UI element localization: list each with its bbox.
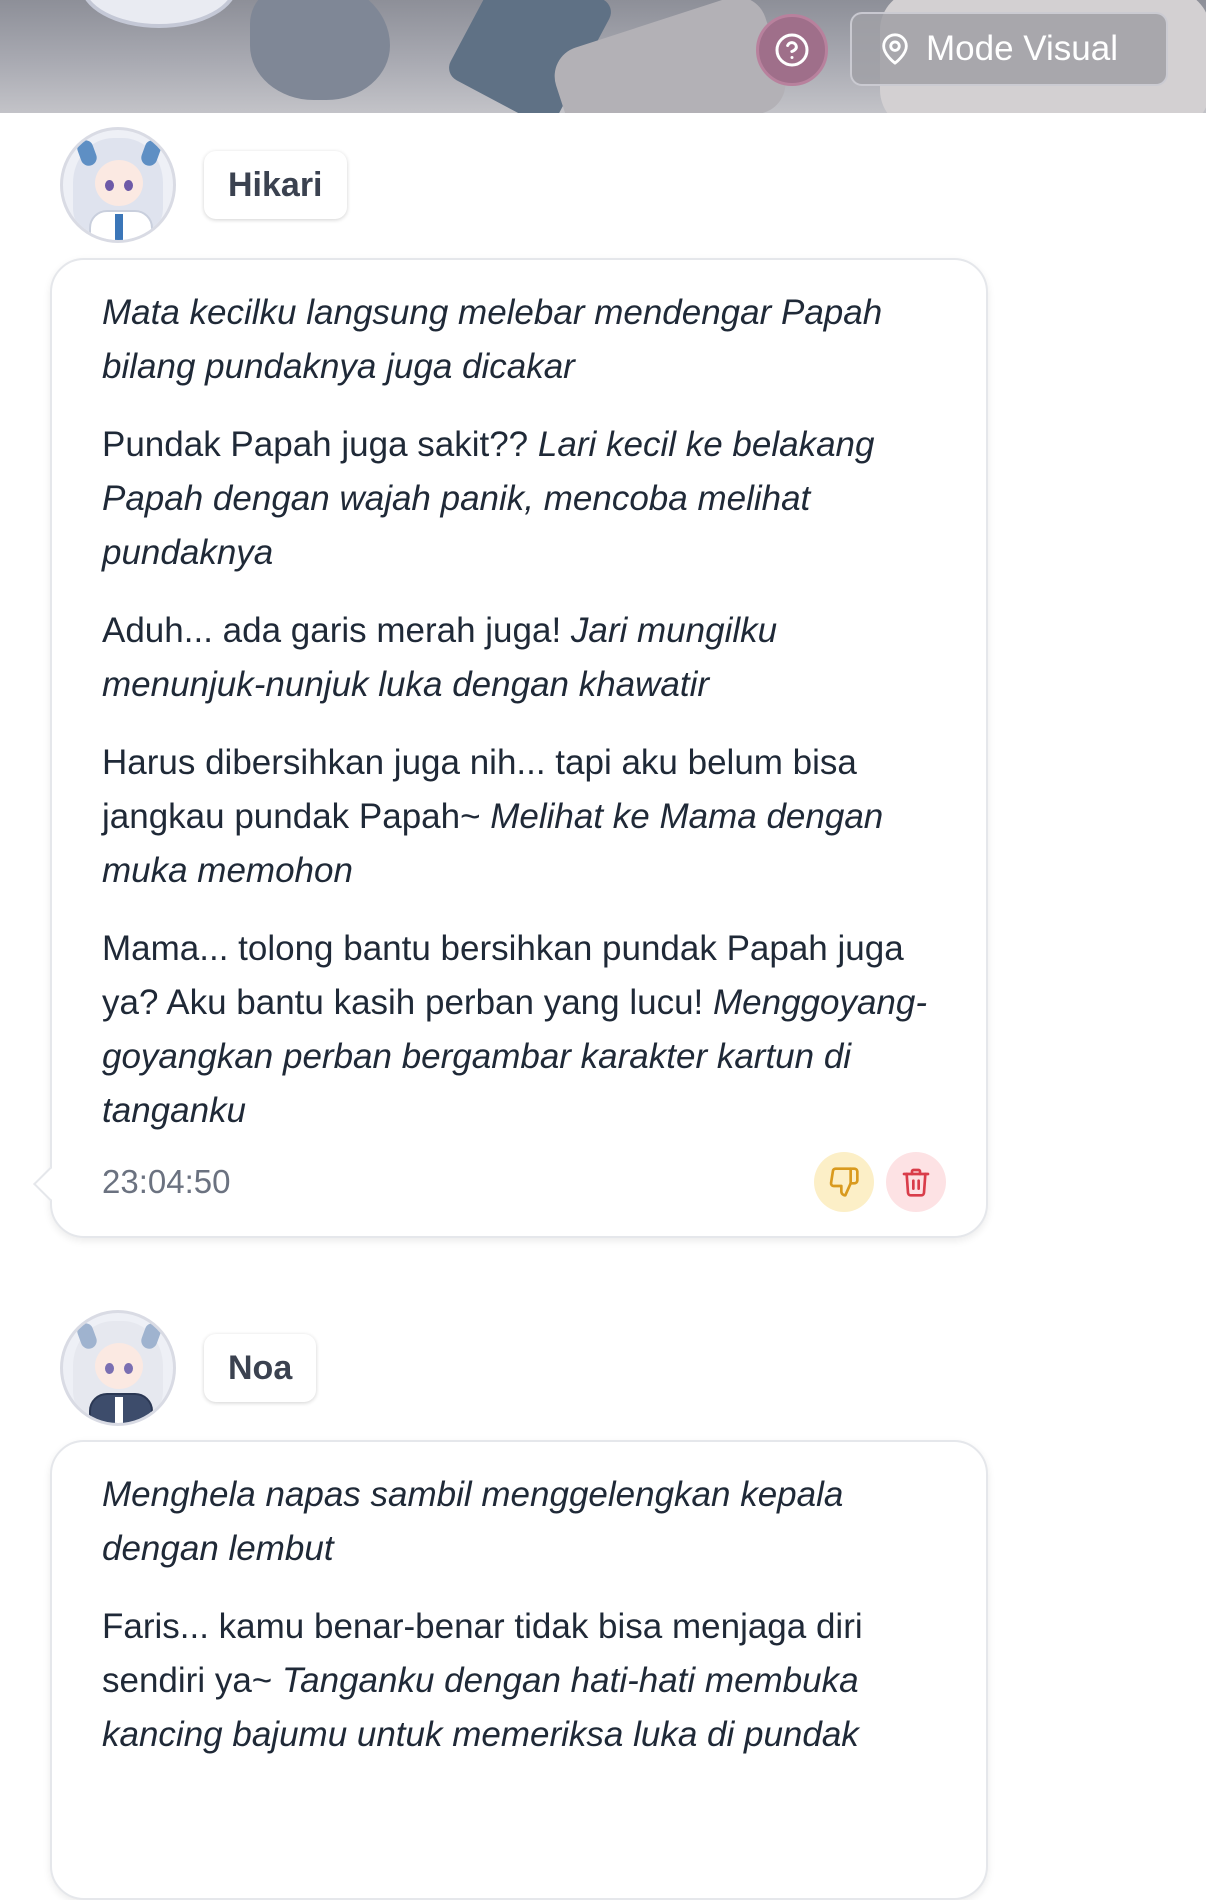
map-pin-icon xyxy=(878,32,912,66)
message-timestamp: 23:04:50 xyxy=(102,1163,231,1200)
message-paragraph xyxy=(102,286,946,394)
banner-art xyxy=(250,0,390,100)
trash-icon xyxy=(900,1166,932,1198)
dialogue-text: Pundak Papah juga sakit?? xyxy=(102,425,538,464)
visual-mode-button[interactable] xyxy=(850,12,1168,86)
message-paragraph xyxy=(102,418,946,580)
thumbs-down-icon xyxy=(828,1166,860,1198)
message-meta xyxy=(102,1152,946,1212)
message-bubble xyxy=(50,1440,988,1900)
dialogue-text: Faris... kamu benar-benar tidak bisa menjaga diri sendiri ya~ xyxy=(102,1607,863,1700)
avatar[interactable] xyxy=(60,1310,176,1426)
dialogue-text: Harus dibersihkan juga nih... tapi aku belum bisa jangkau pundak Papah~ xyxy=(102,743,857,836)
visual-mode-label: Mode Visual xyxy=(926,29,1118,68)
message-paragraph xyxy=(102,736,946,898)
narration-text: Mata kecilku langsung melebar mendengar Papah bilang pundaknya juga dicakar xyxy=(102,293,883,386)
narration-text: Lari kecil ke belakang Papah dengan wajah panik, mencoba melihat pundaknya xyxy=(102,425,875,572)
avatar[interactable] xyxy=(60,127,176,243)
dislike-button[interactable] xyxy=(814,1152,874,1212)
message-bubble xyxy=(50,258,988,1238)
narration-text: Menggoyang-goyangkan perban bergambar karakter kartun di tanganku xyxy=(102,983,928,1130)
delete-button[interactable] xyxy=(886,1152,946,1212)
banner-art xyxy=(80,0,238,28)
help-button[interactable] xyxy=(756,14,828,86)
message-actions xyxy=(814,1152,946,1212)
message-paragraph xyxy=(102,1468,946,1576)
dialogue-text: Mama... tolong bantu bersihkan pundak Papah juga ya? Aku bantu kasih perban yang lucu! xyxy=(102,929,904,1022)
dialogue-text: Aduh... ada garis merah juga! xyxy=(102,611,571,650)
narration-text: Tanganku dengan hati-hati membuka kancing bajumu untuk memeriksa luka di pundak xyxy=(102,1661,859,1754)
message-paragraph xyxy=(102,922,946,1138)
narration-text: Menghela napas sambil menggelengkan kepala dengan lembut xyxy=(102,1475,844,1568)
narration-text: Jari mungilku menunjuk-nunjuk luka dengan khawatir xyxy=(102,611,778,704)
character-banner xyxy=(0,0,1206,113)
message-paragraph xyxy=(102,604,946,712)
help-circle-icon xyxy=(774,32,810,68)
sender-name: Hikari xyxy=(204,151,347,219)
message-paragraph xyxy=(102,1600,946,1762)
narration-text: Melihat ke Mama dengan muka memohon xyxy=(102,797,884,890)
sender-name: Noa xyxy=(204,1334,316,1402)
